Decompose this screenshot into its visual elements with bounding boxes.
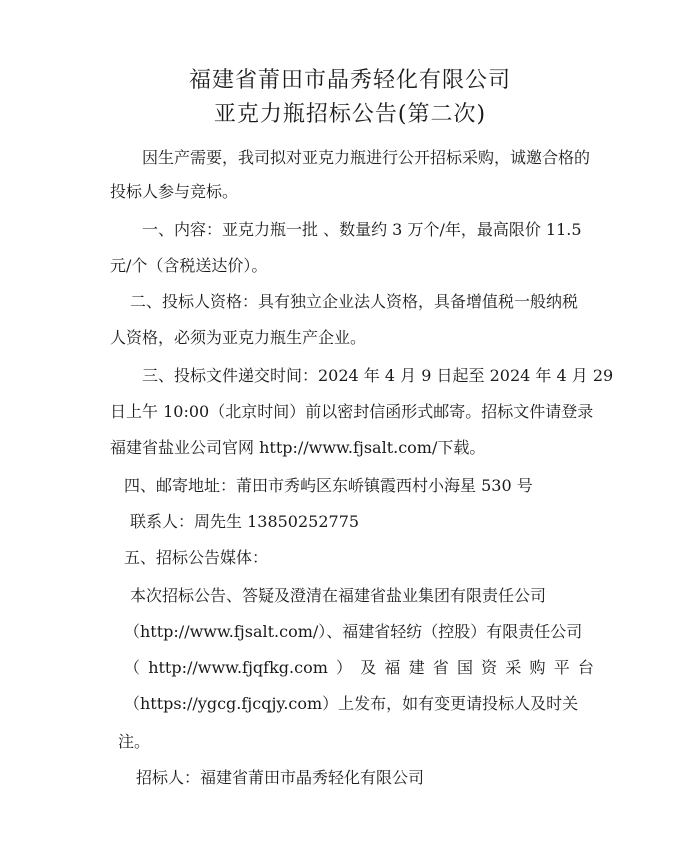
announcement-title: 亚克力瓶招标公告(第二次): [213, 102, 487, 127]
section5-line-3-token: 平: [553, 658, 570, 677]
section5-line-3-token: 台: [577, 658, 594, 677]
section5-line-3-token: （: [124, 658, 141, 677]
contact-person: 联系人：周先生 13850252775: [130, 512, 360, 531]
intro-line-1: 因生产需要，我司拟对亚克力瓶进行公开招标采购，诚邀合格的: [142, 148, 591, 167]
section2-line-2: 人资格，必须为亚克力瓶生产企业。: [110, 328, 367, 347]
section2-line-1: 二、投标人资格：具有独立企业法人资格，具备增值税一般纳税: [130, 292, 579, 311]
section5-line-3-token: 资: [481, 658, 498, 677]
section5-line-4: （https://ygcg.fjcqjy.com）上发布，如有变更请投标人及时关: [124, 694, 579, 713]
section3-line-1: 三、投标文件递交时间：2024 年 4 月 9 日起至 2024 年 4 月 29: [142, 366, 614, 385]
section5-line-2: （http://www.fjsalt.com/）、福建省轻纺（控股）有限责任公司: [124, 622, 583, 641]
section4-address: 四、邮寄地址：莆田市秀屿区东峤镇霞西村小海星 530 号: [124, 476, 533, 495]
section1-line-2: 元/个（含税送达价）。: [110, 256, 268, 275]
tenderer-signature: 招标人：福建省莆田市晶秀轻化有限公司: [136, 768, 425, 787]
section5-line-3-token: 国: [456, 658, 473, 677]
section5-line-3-token: 购: [529, 658, 546, 677]
section5-line-3-token: 福: [384, 658, 401, 677]
section3-line-3: 福建省盐业公司官网 http://www.fjsalt.com/下载。: [110, 438, 486, 457]
section5-line-3: [124, 656, 594, 680]
section5-heading: 五、招标公告媒体：: [124, 548, 269, 567]
section3-line-2: 日上午 10:00（北京时间）前以密封信函形式邮寄。招标文件请登录: [110, 402, 594, 421]
section5-line-1: 本次招标公告、答疑及澄清在福建省盐业集团有限责任公司: [130, 586, 547, 605]
company-title: 福建省莆田市晶秀轻化有限公司: [188, 68, 511, 93]
section5-line-3-token: 及: [360, 658, 377, 677]
section5-line-3-token: 建: [408, 658, 425, 677]
section5-line-3-token: 省: [432, 658, 449, 677]
intro-line-2: 投标人参与竞标。: [110, 182, 239, 201]
section5-line-5: 注。: [118, 732, 151, 751]
section5-line-3-token: http://www.fjqfkg.com: [148, 658, 328, 677]
section1-line-1: 一、内容：亚克力瓶一批 、数量约 3 万个/年，最高限价 11.5: [142, 220, 582, 239]
section5-line-3-token: 采: [505, 658, 522, 677]
section5-line-3-token: ）: [336, 658, 353, 677]
